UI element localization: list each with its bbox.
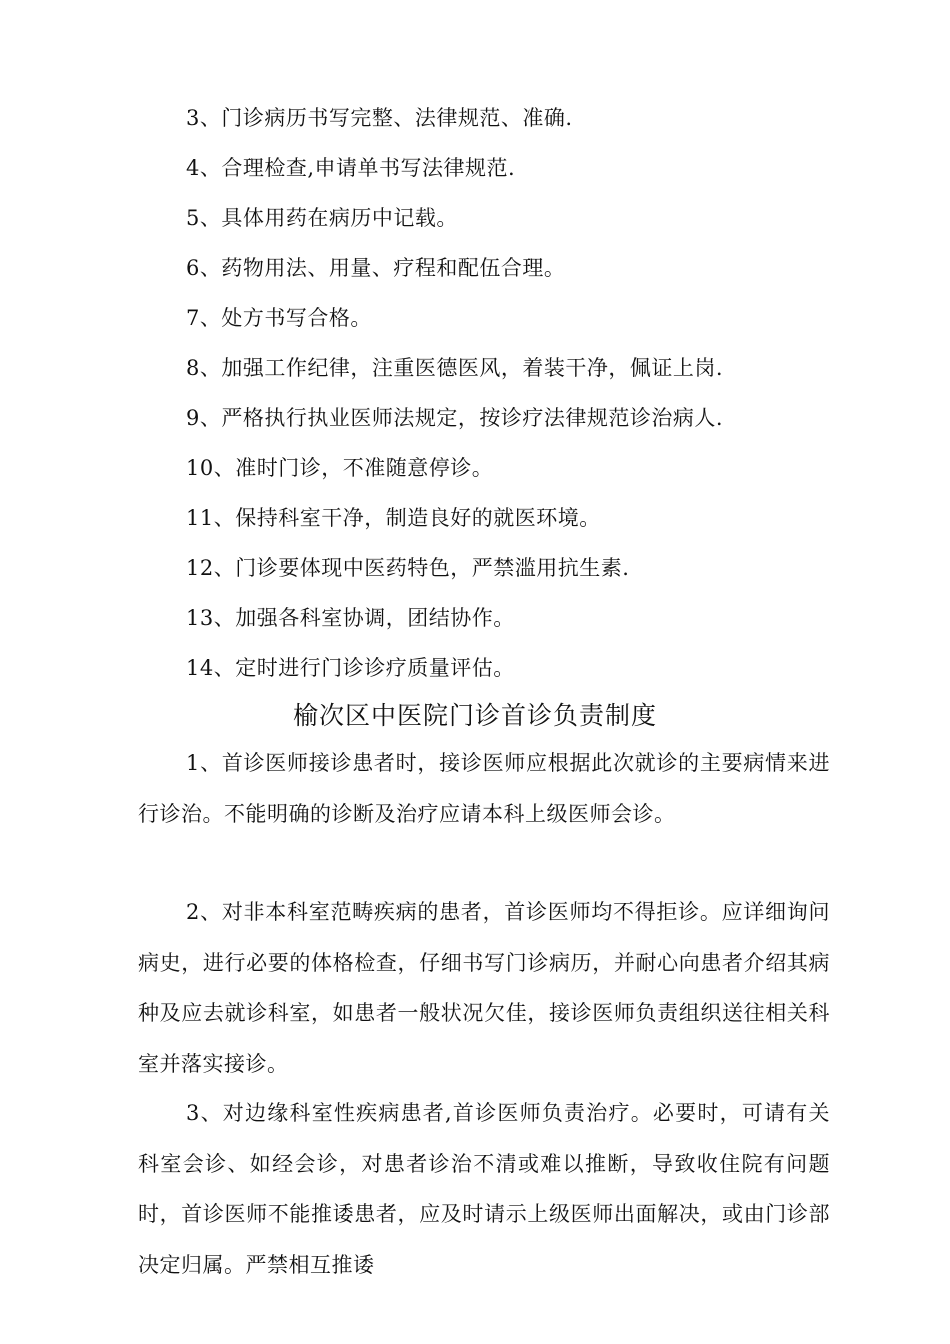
rule-item-8: 8、加强工作纪律，注重医德医风，着装干净，佩证上岗. xyxy=(186,356,724,380)
section-title: 榆次区中医院门诊首诊负责制度 xyxy=(292,701,657,730)
rule-item-11: 11、保持科室干净，制造良好的就医环境。 xyxy=(186,506,601,530)
rule-item-6: 6、药物用法、用量、疗程和配伍合理。 xyxy=(186,256,566,280)
rules-list xyxy=(186,100,866,700)
section-paragraph-2: 2、对非本科室范畴疾病的患者，首诊医师均不得拒诊。应详细询问病史，进行必要的体格检查，仔细书写门诊病历，并耐心向患者介绍其病种及应去就诊科室，如患者一般状况欠佳，接诊医师负责组织送往相关科室并落实接诊。 xyxy=(138,900,830,1076)
section-paragraph-1: 1、首诊医师接诊患者时，接诊医师应根据此次就诊的主要病情来进行诊治。不能明确的诊断及治疗应请本科上级医师会诊。 xyxy=(138,751,830,826)
rule-item-5: 5、具体用药在病历中记载。 xyxy=(186,206,458,230)
rule-item-13: 13、加强各科室协调，团结协作。 xyxy=(186,606,515,630)
rule-item-10: 10、准时门诊，不准随意停诊。 xyxy=(186,456,494,480)
rule-item-12: 12、门诊要体现中医药特色，严禁滥用抗生素. xyxy=(186,556,630,580)
section-paragraph-3: 3、对边缘科室性疾病患者,首诊医师负责治疗。必要时，可请有关科室会诊、如经会诊，对患者诊治不清或难以推断，导致收住院有问题时，首诊医师不能推诿患者，应及时请示上级医师出面解决，或由门诊部决定归属。严禁相互推诿 xyxy=(138,1101,830,1277)
rule-item-4: 4、合理检查,申请单书写法律规范. xyxy=(186,156,516,180)
rule-item-7: 7、处方书写合格。 xyxy=(186,306,372,330)
rule-item-9: 9、严格执行执业医师法规定，按诊疗法律规范诊治病人. xyxy=(186,406,724,430)
rule-item-3: 3、门诊病历书写完整、法律规范、准确. xyxy=(186,106,573,130)
rule-item-14: 14、定时进行门诊诊疗质量评估。 xyxy=(186,656,515,680)
